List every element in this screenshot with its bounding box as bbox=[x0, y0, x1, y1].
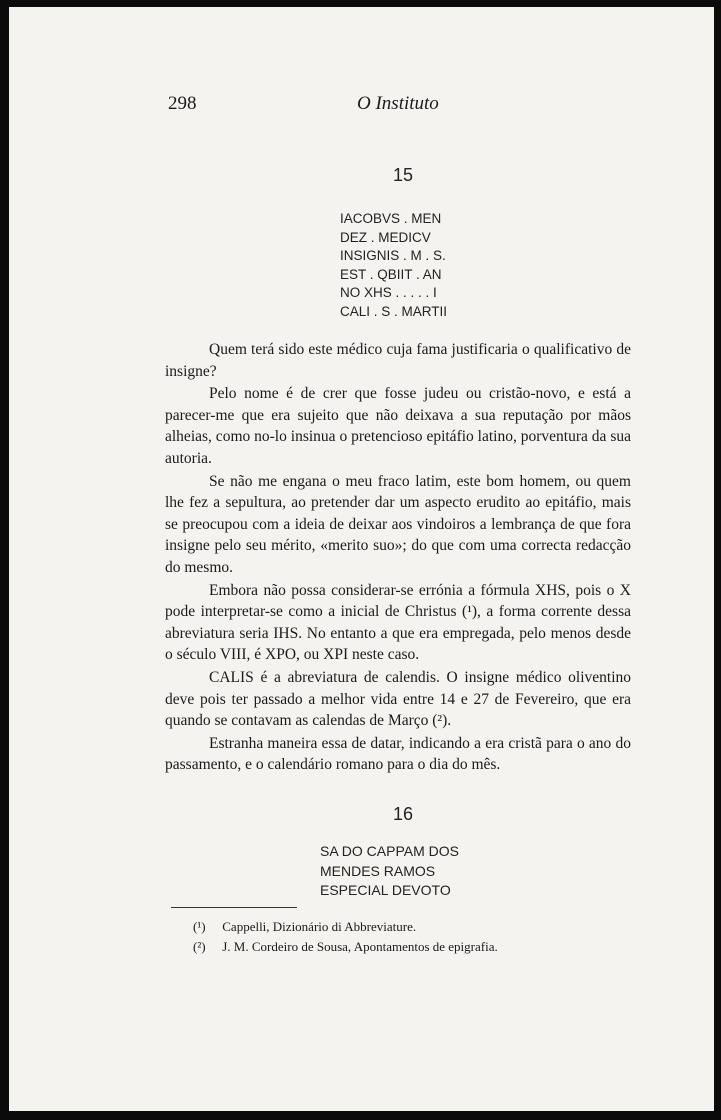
paragraph: CALIS é a abreviatura de calendis. O insigne médico oliventino deve pois ter passado a melhor vida entre 14 e 27 de Fevereiro, que era quando se contavam as calendas de Março (²). bbox=[165, 668, 631, 730]
footnote-text: Cappelli, Dizionário di Abbreviature. bbox=[222, 919, 417, 934]
paragraph: Embora não possa considerar-se errónia a fórmula XHS, pois o X pode interpretar-se como a inicial de Christus (¹), a forma corrente dessa abreviatura seria IHS. No entanto a que era empregada, pelo menos desde o século VIII, é XPO, ou XPI neste caso. bbox=[165, 581, 631, 664]
inscription-line: NO XHS . . . . . I bbox=[340, 285, 437, 301]
footnote bbox=[193, 937, 498, 957]
inscription-line: SA DO CAPPAM DOS bbox=[320, 843, 459, 859]
inscription-16 bbox=[320, 842, 459, 901]
inscription-15 bbox=[340, 210, 447, 322]
footnote bbox=[193, 917, 498, 937]
footnote-text: J. M. Cordeiro de Sousa, Apontamentos de epigrafia. bbox=[222, 938, 498, 954]
footnote-divider bbox=[171, 907, 297, 908]
page-number: 298 bbox=[168, 93, 197, 114]
footnotes bbox=[193, 917, 498, 956]
inscription-line: DEZ . MEDICV bbox=[340, 229, 431, 245]
footnote-mark: (¹) bbox=[193, 919, 206, 934]
book-page bbox=[9, 7, 714, 1111]
footnote-mark: (²) bbox=[193, 938, 206, 954]
paragraph: Se não me engana o meu fraco latim, este bom homem, ou quem lhe fez a sepultura, ao pretender dar um aspecto erudito ao epitáfio, mais se preocupou com a ideia de deixar aos vindoiros a lembrança de que fora insigne pelo seu mérito, «merito suo»; do que com uma correcta redacção do mesmo. bbox=[165, 472, 631, 576]
inscription-line: INSIGNIS . M . S. bbox=[340, 248, 446, 264]
section-number-15: 15 bbox=[393, 165, 414, 185]
inscription-line: MENDES RAMOS bbox=[320, 862, 436, 879]
paragraph: Quem terá sido este médico cuja fama justificaria o qualificativo de insigne? bbox=[165, 341, 631, 380]
body-text bbox=[165, 339, 631, 776]
inscription-line: CALI . S . MARTII bbox=[340, 303, 448, 319]
page-header bbox=[9, 93, 714, 123]
section-number-16: 16 bbox=[393, 804, 414, 824]
inscription-line: ESPECIAL DEVOTO bbox=[320, 882, 451, 899]
paragraph: Pelo nome é de crer que fosse judeu ou cristão-novo, e está a parecer-me que era sujeito que não deixava a sua reputação por mãos alheias, como no-lo insinua o pretencioso epitáfio latino, porventura da sua autoria. bbox=[165, 385, 631, 467]
inscription-line: IACOBVS . MEN bbox=[340, 211, 442, 226]
running-title: O Instituto bbox=[357, 93, 439, 114]
paragraph: Estranha maneira essa de datar, indicando a era cristã para o ano do passamento, e o calendário romano para o dia do mês. bbox=[165, 734, 631, 774]
inscription-line: EST . QBIIT . AN bbox=[340, 266, 442, 282]
